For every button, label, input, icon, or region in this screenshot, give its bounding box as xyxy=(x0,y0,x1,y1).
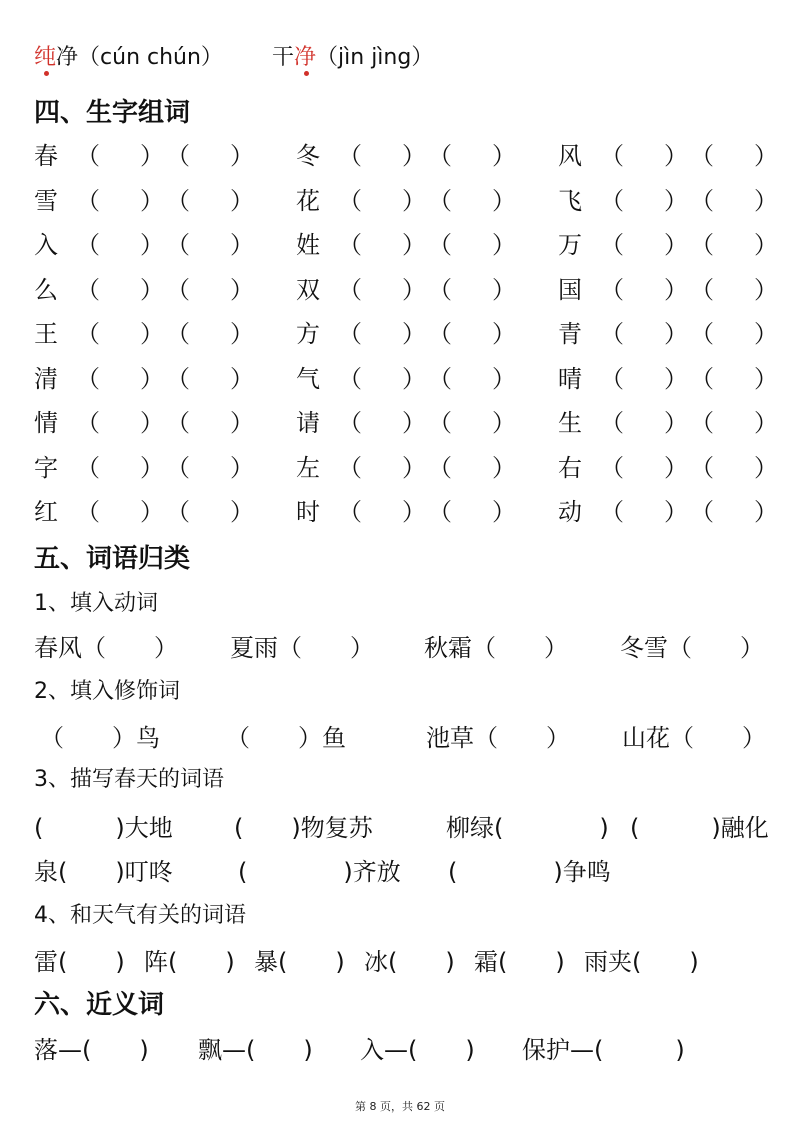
blank-open-paren: （ xyxy=(166,453,190,482)
q3-item: ( )物复苏 xyxy=(234,814,373,842)
blank-close-paren: ） xyxy=(754,453,778,482)
blank-open-paren: （ xyxy=(428,364,452,393)
blank-close-paren: ） xyxy=(402,498,426,526)
blank-close-paren: ） xyxy=(492,320,516,348)
pinyin-options: （cún chún） xyxy=(78,45,223,70)
blank-close-paren: ） xyxy=(664,142,688,170)
blank-open-paren: （ xyxy=(166,275,190,304)
character: 气 xyxy=(296,364,320,393)
character: 冬 xyxy=(296,142,320,170)
blank-close-paren: ） xyxy=(754,231,778,259)
q4-item: 霜( ) xyxy=(474,948,565,976)
blank-close-paren: ） xyxy=(664,364,688,393)
blank-close-paren: ） xyxy=(664,409,688,437)
character: 时 xyxy=(296,498,320,526)
character: 风 xyxy=(558,142,582,170)
highlight-char: 纯 xyxy=(34,45,57,70)
blank-open-paren: （ xyxy=(166,498,190,526)
blank-open-paren: （ xyxy=(76,186,100,215)
blank-close-paren: ） xyxy=(230,364,254,393)
blank-open-paren: （ xyxy=(338,320,362,348)
blank-close-paren: ） xyxy=(140,409,164,437)
q2-item: （ ）鱼 xyxy=(226,724,346,752)
blank-close-paren: ） xyxy=(140,453,164,482)
blank-open-paren: （ xyxy=(76,275,100,304)
character: 青 xyxy=(558,320,582,348)
character: 情 xyxy=(34,409,58,437)
q3-item: ( )大地 xyxy=(34,814,173,842)
character: 生 xyxy=(558,409,582,437)
character: 么 xyxy=(34,275,58,304)
synonym-item: 飘—( ) xyxy=(198,1036,313,1064)
blank-close-paren: ） xyxy=(664,231,688,259)
character: 春 xyxy=(34,142,58,170)
blank-open-paren: （ xyxy=(428,275,452,304)
q1-title: 1、填入动词 xyxy=(34,591,158,616)
blank-close-paren: ） xyxy=(230,142,254,170)
blank-close-paren: ） xyxy=(140,364,164,393)
highlight-char: 净 xyxy=(294,45,317,70)
blank-open-paren: （ xyxy=(690,186,714,215)
blank-open-paren: （ xyxy=(166,186,190,215)
q4-item: 冰( ) xyxy=(364,948,455,976)
synonym-item: 入—( ) xyxy=(360,1036,475,1064)
blank-close-paren: ） xyxy=(754,409,778,437)
blank-close-paren: ） xyxy=(664,186,688,215)
blank-close-paren: ） xyxy=(754,498,778,526)
blank-open-paren: （ xyxy=(338,409,362,437)
blank-open-paren: （ xyxy=(690,364,714,393)
q3-item: 泉( )叮咚 xyxy=(34,858,173,886)
q4-item: 阵( ) xyxy=(144,948,235,976)
q4-item: 雨夹( ) xyxy=(584,948,699,976)
blank-open-paren: （ xyxy=(166,231,190,259)
q1-item: 冬雪（ ） xyxy=(620,634,764,662)
q3-title: 3、描写春天的词语 xyxy=(34,767,224,792)
blank-open-paren: （ xyxy=(76,364,100,393)
synonym-item: 落—( ) xyxy=(34,1036,149,1064)
blank-open-paren: （ xyxy=(428,320,452,348)
character: 飞 xyxy=(558,186,582,215)
blank-open-paren: （ xyxy=(690,142,714,170)
blank-close-paren: ） xyxy=(140,320,164,348)
blank-open-paren: （ xyxy=(76,231,100,259)
blank-close-paren: ） xyxy=(230,409,254,437)
blank-close-paren: ） xyxy=(492,275,516,304)
blank-open-paren: （ xyxy=(76,409,100,437)
blank-open-paren: （ xyxy=(166,320,190,348)
blank-open-paren: （ xyxy=(166,409,190,437)
blank-close-paren: ） xyxy=(754,186,778,215)
synonym-item: 保护—( ) xyxy=(522,1036,685,1064)
blank-close-paren: ） xyxy=(230,231,254,259)
pinyin-options: （jìn jìng） xyxy=(316,45,434,70)
blank-close-paren: ） xyxy=(492,498,516,526)
blank-open-paren: （ xyxy=(690,231,714,259)
blank-open-paren: （ xyxy=(428,231,452,259)
blank-close-paren: ） xyxy=(492,186,516,215)
blank-open-paren: （ xyxy=(600,498,624,526)
blank-open-paren: （ xyxy=(600,409,624,437)
blank-open-paren: （ xyxy=(338,498,362,526)
blank-open-paren: （ xyxy=(690,275,714,304)
blank-close-paren: ） xyxy=(140,498,164,526)
blank-close-paren: ） xyxy=(230,186,254,215)
blank-open-paren: （ xyxy=(600,186,624,215)
blank-open-paren: （ xyxy=(76,453,100,482)
q3-item: ( )齐放 xyxy=(238,858,401,886)
blank-open-paren: （ xyxy=(338,275,362,304)
blank-close-paren: ） xyxy=(230,320,254,348)
blank-open-paren: （ xyxy=(600,453,624,482)
blank-open-paren: （ xyxy=(338,364,362,393)
blank-close-paren: ） xyxy=(402,320,426,348)
blank-open-paren: （ xyxy=(428,498,452,526)
q2-item: 山花（ ） xyxy=(622,724,766,752)
blank-open-paren: （ xyxy=(338,142,362,170)
blank-open-paren: （ xyxy=(600,364,624,393)
section-4-title: 四、生字组词 xyxy=(34,98,191,128)
q3-item: ( )争鸣 xyxy=(448,858,611,886)
blank-open-paren: （ xyxy=(690,498,714,526)
blank-close-paren: ） xyxy=(402,364,426,393)
q2-item: （ ）鸟 xyxy=(40,724,160,752)
blank-close-paren: ） xyxy=(492,453,516,482)
q4-item: 暴( ) xyxy=(254,948,345,976)
q1-item: 春风（ ） xyxy=(34,634,178,662)
q1-item: 夏雨（ ） xyxy=(230,634,374,662)
blank-open-paren: （ xyxy=(428,186,452,215)
character: 右 xyxy=(558,453,582,482)
pinyin-question-1 xyxy=(34,40,223,71)
blank-close-paren: ） xyxy=(402,231,426,259)
blank-close-paren: ） xyxy=(754,142,778,170)
character: 红 xyxy=(34,498,58,526)
blank-close-paren: ） xyxy=(492,231,516,259)
blank-close-paren: ） xyxy=(230,275,254,304)
blank-open-paren: （ xyxy=(76,320,100,348)
character: 字 xyxy=(34,453,58,482)
blank-close-paren: ） xyxy=(140,142,164,170)
character: 晴 xyxy=(558,364,582,393)
blank-open-paren: （ xyxy=(428,142,452,170)
blank-close-paren: ） xyxy=(492,364,516,393)
blank-close-paren: ） xyxy=(140,275,164,304)
blank-open-paren: （ xyxy=(166,142,190,170)
character: 方 xyxy=(296,320,320,348)
character: 万 xyxy=(558,231,582,259)
blank-open-paren: （ xyxy=(76,498,100,526)
blank-close-paren: ） xyxy=(230,498,254,526)
blank-close-paren: ） xyxy=(140,231,164,259)
blank-close-paren: ） xyxy=(664,498,688,526)
blank-open-paren: （ xyxy=(600,231,624,259)
blank-open-paren: （ xyxy=(600,142,624,170)
blank-open-paren: （ xyxy=(338,186,362,215)
blank-open-paren: （ xyxy=(76,142,100,170)
blank-close-paren: ） xyxy=(402,142,426,170)
blank-open-paren: （ xyxy=(600,275,624,304)
q2-item: 池草（ ） xyxy=(426,724,570,752)
blank-open-paren: （ xyxy=(690,409,714,437)
blank-close-paren: ） xyxy=(754,364,778,393)
blank-open-paren: （ xyxy=(166,364,190,393)
q4-item: 雷( ) xyxy=(34,948,125,976)
blank-close-paren: ） xyxy=(402,453,426,482)
character: 入 xyxy=(34,231,58,259)
blank-close-paren: ） xyxy=(492,142,516,170)
blank-open-paren: （ xyxy=(338,231,362,259)
blank-close-paren: ） xyxy=(664,275,688,304)
q3-item: 柳绿( ) xyxy=(446,814,609,842)
blank-close-paren: ） xyxy=(754,320,778,348)
blank-open-paren: （ xyxy=(428,409,452,437)
q4-title: 4、和天气有关的词语 xyxy=(34,903,246,928)
q1-item: 秋霜（ ） xyxy=(424,634,568,662)
blank-close-paren: ） xyxy=(664,320,688,348)
word-char: 干 xyxy=(272,45,295,70)
blank-open-paren: （ xyxy=(428,453,452,482)
q3-item: ( )融化 xyxy=(630,814,769,842)
blank-close-paren: ） xyxy=(664,453,688,482)
character: 雪 xyxy=(34,186,58,215)
pinyin-question-2 xyxy=(272,40,433,71)
blank-close-paren: ） xyxy=(754,275,778,304)
blank-close-paren: ） xyxy=(140,186,164,215)
blank-close-paren: ） xyxy=(402,275,426,304)
blank-open-paren: （ xyxy=(690,320,714,348)
blank-open-paren: （ xyxy=(338,453,362,482)
character: 国 xyxy=(558,275,582,304)
word-char: 净 xyxy=(56,45,79,70)
blank-open-paren: （ xyxy=(690,453,714,482)
character: 动 xyxy=(558,498,582,526)
blank-close-paren: ） xyxy=(402,409,426,437)
q2-title: 2、填入修饰词 xyxy=(34,679,180,704)
character: 王 xyxy=(34,320,58,348)
blank-close-paren: ） xyxy=(402,186,426,215)
character: 双 xyxy=(296,275,320,304)
character: 请 xyxy=(296,409,320,437)
page-footer: 第 8 页，共 62 页 xyxy=(355,1100,445,1113)
blank-open-paren: （ xyxy=(600,320,624,348)
character: 花 xyxy=(296,186,320,215)
section-5-title: 五、词语归类 xyxy=(34,544,191,574)
section-6-title: 六、近义词 xyxy=(34,990,165,1020)
character: 左 xyxy=(296,453,320,482)
character: 姓 xyxy=(296,231,320,259)
blank-close-paren: ） xyxy=(230,453,254,482)
blank-close-paren: ） xyxy=(492,409,516,437)
character: 清 xyxy=(34,364,58,393)
